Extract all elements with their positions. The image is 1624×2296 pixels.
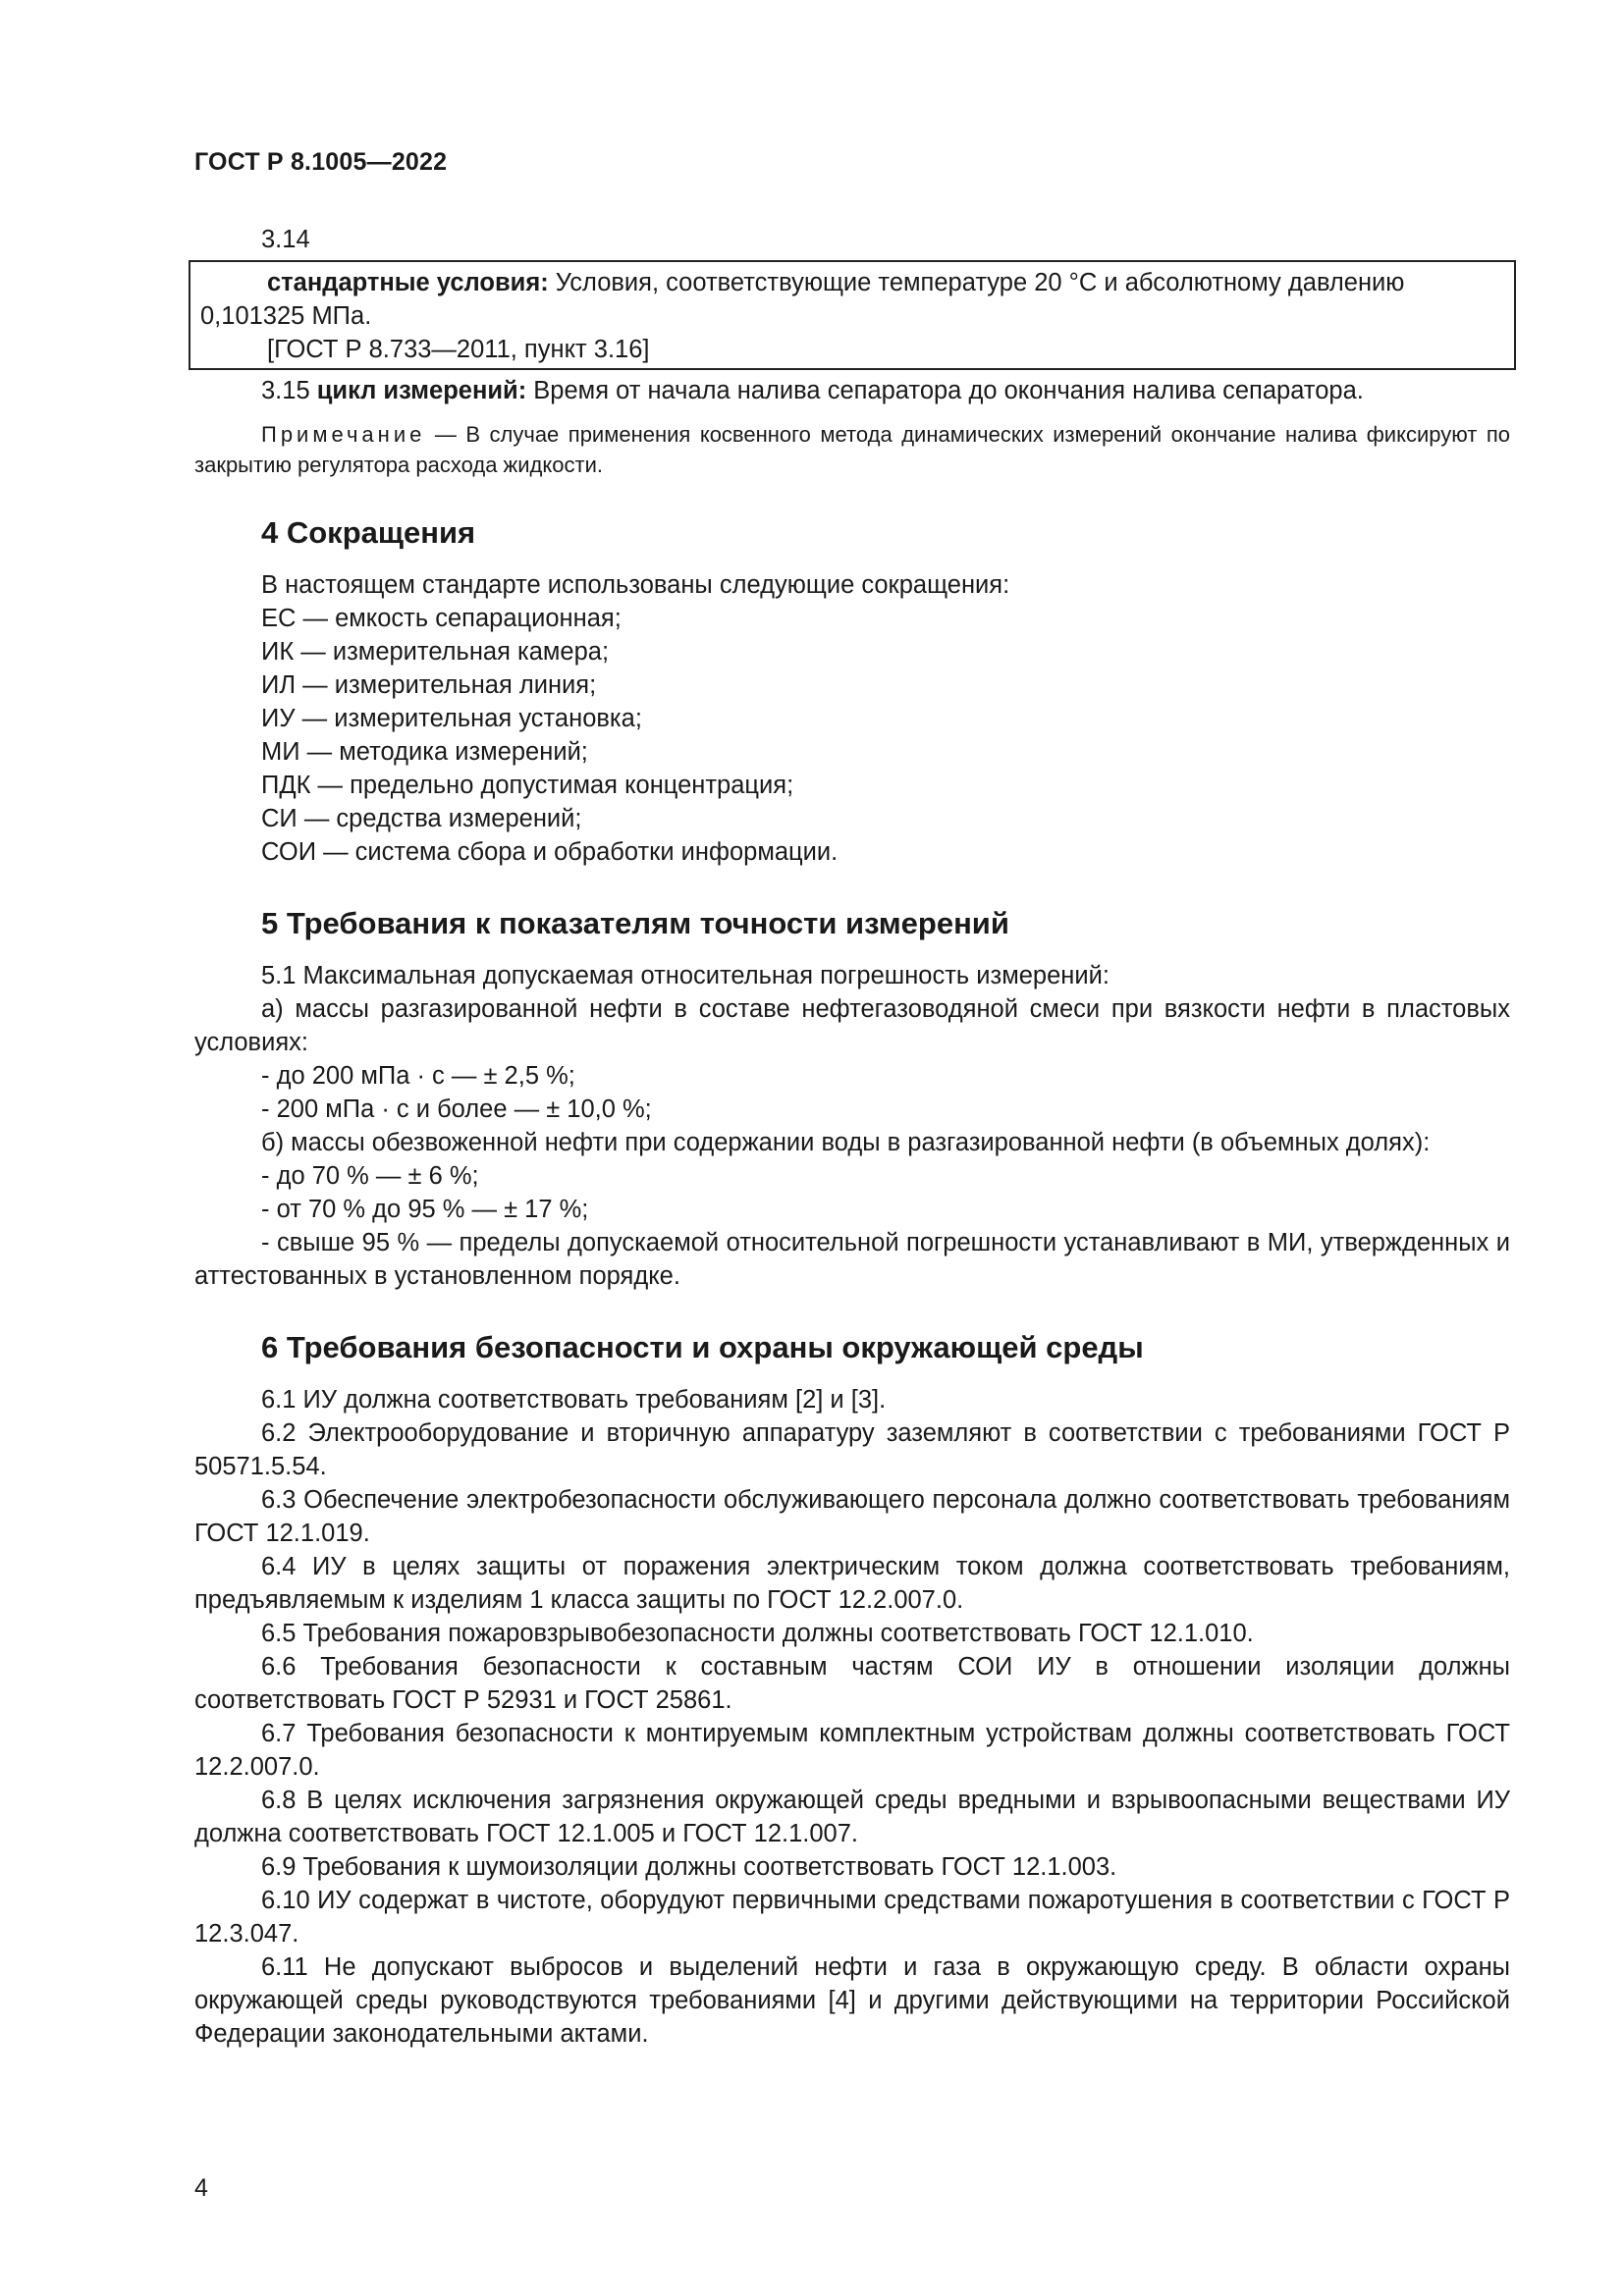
term-3-14-source: [ГОСТ Р 8.733—2011, пункт 3.16] (267, 336, 650, 363)
paragraph: 6.3 Обеспечение электробезопасности обслуживающего персонала должно соответствовать требованиям ГОСТ 12.1.019. (194, 1486, 1510, 1547)
paragraph: 6.9 Требования к шумоизоляции должны соответствовать ГОСТ 12.1.003. (261, 1853, 1117, 1881)
paragraph: - до 200 мПа · с — ± 2,5 %; (261, 1062, 575, 1090)
section-6-title: 6 Требования безопасности и охраны окружающей среды (261, 1330, 1144, 1364)
paragraph: 6.2 Электрооборудование и вторичную аппаратуру заземляют в соответствии с требованиями ГОСТ Р 50571.5.54. (194, 1419, 1510, 1480)
term-3-14-definition-first: Условия, соответствующие температуре 20 °С и абсолютному давлению (548, 269, 1405, 296)
term-3-14-term: стандартные условия: (267, 269, 549, 296)
term-3-14-box (189, 260, 1516, 370)
abbreviation-item: ПДК — предельно допустимая концентрация; (261, 772, 794, 799)
paragraph: 6.8 В целях исключения загрязнения окружающей среды вредными и взрывоопасными веществами ИУ должна соответствовать ГОСТ 12.1.005 и ГОСТ 12.1.007. (194, 1787, 1510, 1847)
note-3-15 (194, 419, 1510, 480)
paragraph: - 200 мПа · с и более — ± 10,0 %; (261, 1095, 652, 1123)
abbreviation-item: ИУ — измерительная установка; (261, 705, 642, 732)
section-4-body (194, 568, 1510, 869)
paragraph: - свыше 95 % — пределы допускаемой относительной погрешности устанавливают в МИ, утвержденных и аттестованных в установленном порядке. (194, 1229, 1510, 1290)
paragraph: б) массы обезвоженной нефти при содержании воды в разгазированной нефти (в объемных долях): (261, 1129, 1431, 1156)
abbreviation-item: ИЛ — измерительная линия; (261, 671, 597, 699)
paragraph: 6.1 ИУ должна соответствовать требованиям [2] и [3]. (261, 1386, 887, 1414)
abbreviation-item: МИ — методика измерений; (261, 738, 588, 766)
page-number: 4 (194, 2174, 208, 2202)
section-4-intro: В настоящем стандарте использованы следующие сокращения: (261, 571, 1010, 599)
term-3-15-definition: Время от начала налива сепаратора до окончания налива сепаратора. (526, 377, 1364, 404)
note-label: Примечание (261, 422, 426, 447)
term-3-15 (194, 374, 1510, 407)
paragraph: 6.11 Не допускают выбросов и выделений нефти и газа в окружающую среду. В области охраны окружающей среды руководствуются требованиями [4] и другими действующими на территории Российской Федерации законодательными актами. (194, 1953, 1510, 2048)
section-5-title: 5 Требования к показателям точности измерений (261, 906, 1009, 940)
section-4-title: 4 Сокращения (261, 515, 476, 550)
term-3-14-definition-second: 0,101325 МПа. (200, 302, 372, 330)
note-text: — В случае применения косвенного метода динамических измерений окончание налива фиксируют по закрытию регулятора расхода жидкости. (194, 422, 1510, 477)
term-3-14-definition (200, 266, 1504, 299)
page-content (194, 145, 1510, 2051)
paragraph: - от 70 % до 95 % — ± 17 %; (261, 1196, 589, 1223)
term-3-15-number: 3.15 (261, 377, 317, 404)
document-header: ГОСТ Р 8.1005—2022 (194, 148, 448, 176)
term-3-14-number: 3.14 (261, 226, 310, 253)
paragraph: а) массы разгазированной нефти в составе нефтегазоводяной смеси при вязкости нефти в пластовых условиях: (194, 995, 1510, 1056)
term-3-15-term: цикл измерений: (316, 377, 527, 404)
abbreviation-item: ИК — измерительная камера; (261, 638, 610, 666)
abbreviation-item: СИ — средства измерений; (261, 805, 582, 832)
paragraph: 6.10 ИУ содержат в чистоте, оборудуют первичными средствами пожаротушения в соответствии с ГОСТ Р 12.3.047. (194, 1887, 1510, 1948)
paragraph: 5.1 Максимальная допускаемая относительная погрешность измерений: (261, 962, 1110, 989)
paragraph: - до 70 % — ± 6 %; (261, 1162, 479, 1190)
paragraph: 6.7 Требования безопасности к монтируемым комплектным устройствам должны соответствовать ГОСТ 12.2.007.0. (194, 1720, 1510, 1781)
paragraph: 6.4 ИУ в целях защиты от поражения электрическим током должна соответствовать требованиям, предъявляемым к изделиям 1 класса защиты по ГОСТ 12.2.007.0. (194, 1553, 1510, 1614)
paragraph: 6.6 Требования безопасности к составным частям СОИ ИУ в отношении изоляции должны соответствовать ГОСТ Р 52931 и ГОСТ 25861. (194, 1653, 1510, 1714)
section-6-body (194, 1383, 1510, 2051)
abbreviation-item: СОИ — система сбора и обработки информации. (261, 838, 839, 866)
abbreviation-item: ЕС — емкость сепарационная; (261, 605, 622, 632)
paragraph: 6.5 Требования пожаровзрывобезопасности должны соответствовать ГОСТ 12.1.010. (261, 1620, 1254, 1647)
section-5-body (194, 959, 1510, 1293)
